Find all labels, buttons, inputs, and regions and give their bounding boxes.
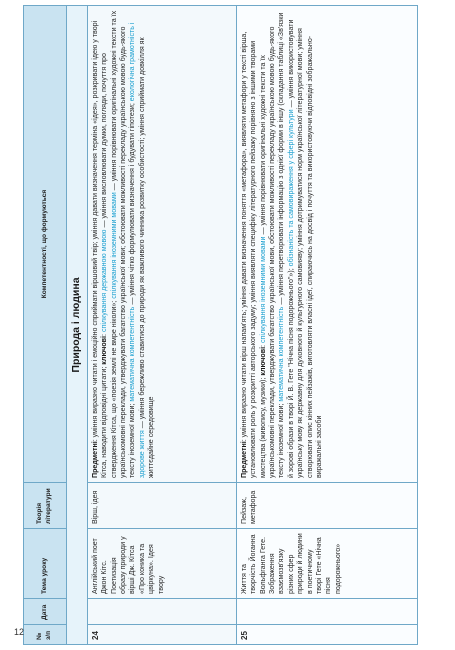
- lesson-number: 25: [237, 624, 417, 644]
- section-title: Природа і людина: [67, 6, 88, 644]
- header-date: Дата: [24, 598, 66, 624]
- competence-text: — уміння бережливо ставитися до природи як важливого чинника розвитку особистості; уміння сприймати довкілля як життєдайне середовище: [137, 37, 156, 478]
- competence-text: — уміння використовувати українську мову як державну для духовного й культурного самовияву; уміння дотримуватися норм української літературної мови; уміння створювати опис кінних пейзажів, виготовляти власні ідеї, спираючись на досвід і почуття та використовуючи відповідні зображально-виражальні засоби: [286, 19, 323, 478]
- competence-keyword: Предметні: [240, 441, 248, 478]
- competence-keyword: ключові: [258, 346, 267, 376]
- competence-text: : уміння виразно читати вірш напам'ять; уміння давати визначення поняття «метафора», виявляти метафори у тексті вірша, установлювати роль у розкритті авторського задуму; уміння виявляти специфіку літературного пейзажу порівняно з іншими творами мистецтва (живопису, музики);: [240, 31, 267, 478]
- competence-text: :: [258, 342, 267, 347]
- competence-text: — уміння чітко формулювати визначення і будувати гіпотези;: [128, 101, 137, 307]
- table-row: [88, 6, 237, 644]
- competence-category: обізнаність та самовираження у сфері культури: [286, 109, 295, 267]
- competence-category: екологічна грамотність і здорове життя: [128, 22, 146, 478]
- header-competences: Компетентності, що формуються: [40, 189, 48, 299]
- competence-text: — уміння порівнювати оригінальні художні тексти та їх українськомовні переклади, утверджувати багатство української мови; обстоювати можливості перекладу українською мовою будь-якого тексту іноземної мови;: [109, 10, 137, 478]
- header-number: № з/п: [24, 624, 66, 644]
- table-row: [237, 6, 417, 644]
- header-topic: Тема уроку: [24, 528, 66, 598]
- lesson-competences: [237, 6, 417, 482]
- lesson-theory: Пейзаж, метафора: [237, 482, 417, 528]
- competence-category: спілкування іноземними мовами: [109, 192, 118, 299]
- page-number: 12: [14, 627, 25, 637]
- lesson-date: [88, 598, 236, 624]
- lesson-topic: Англійський поет Джон Кітс. Поетизація образу природи у вірші Дж. Кітса «Про коника та цвіркуна». Ідея твору: [88, 528, 236, 598]
- competence-keyword: ключові: [100, 335, 109, 365]
- competence-text: — уміння перетворювати інформацію з однієї форми в іншу (складання таблиці «Зв'язки й зорові образи в творі Й. В. Гете "Нічна пісня подорожнього"»);: [277, 12, 295, 478]
- competence-category: математична компетентність: [128, 306, 137, 402]
- lesson-theory: Вірш, ідея: [88, 482, 236, 528]
- competence-text: :: [100, 332, 109, 336]
- competence-category: спілкування державною мовою: [100, 229, 109, 333]
- lesson-number: 24: [88, 624, 236, 644]
- table-header-row: [24, 6, 67, 644]
- lesson-date: [237, 598, 417, 624]
- competence-keyword: Предметні: [91, 441, 99, 478]
- rotated-table-container: [23, 5, 418, 645]
- lesson-topic: Життя та творчість Йоганна Вольфганга Гете. Зображення взаємозв'язку різних сфер природи й людини в поетичному творі Гете «Нічна пісня подорожнього»: [237, 528, 417, 598]
- lesson-plan-table: [23, 5, 418, 645]
- competence-text: — уміння висловлювати думки, погляди, почуття про ствердження Кітса, що «поезія землі не вмре ніколи»;: [100, 53, 118, 478]
- competence-text: : уміння виразно читати і емоційно сприймати віршовий твір; уміння давати визначення терміна «ідея», розкривати ідею у творі Кітса, наводити відповідні цитати;: [91, 20, 109, 478]
- competence-category: математична компетентність: [277, 306, 286, 402]
- header-theory: Теорія літератури: [24, 482, 66, 528]
- competence-category: спілкування іноземними мовами: [258, 236, 267, 343]
- competence-text: — уміння порівнювати оригінальні художні тексти та їх українськомовні переклади, утверджувати багатство української мови, обстоювати можливості перекладу українською мовою будь-якого тексту іноземної мови;: [258, 26, 286, 478]
- lesson-competences: [88, 6, 236, 482]
